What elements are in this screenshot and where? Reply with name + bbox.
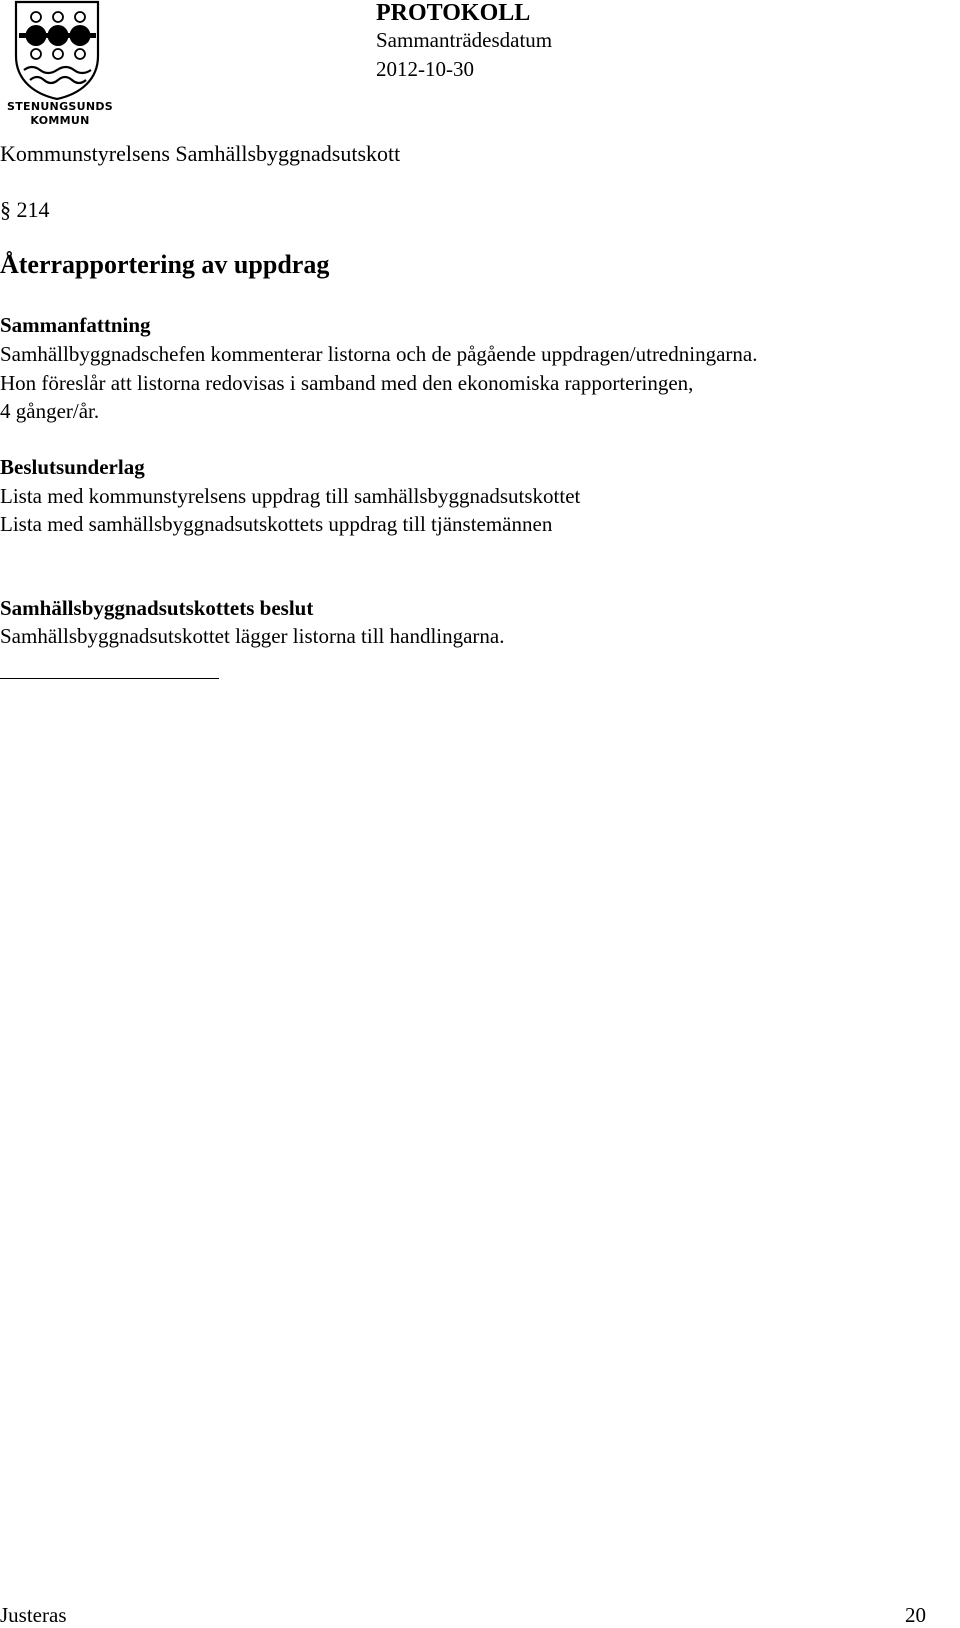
summary-line-1: Samhällbyggnadschefen kommenterar listorna och de pågående uppdragen/utredningarna. [0,342,758,366]
summary-line-3: 4 gånger/år. [0,399,100,423]
decision-basis-heading: Beslutsunderlag [0,455,145,479]
document-type: PROTOKOLL [376,0,531,26]
committee-name: Kommunstyrelsens Samhällsbyggnadsutskott [0,141,401,166]
paragraph-number: § 214 [0,197,50,222]
section-end-rule [0,678,219,679]
page-title: Återrapportering av uppdrag [0,250,330,279]
meeting-date-value: 2012-10-30 [376,57,474,81]
footer-justeras: Justeras [0,1603,67,1627]
decision-heading: Samhällsbyggnadsutskottets beslut [0,596,314,620]
summary-line-2: Hon föreslår att listorna redovisas i samband med den ekonomiska rapporteringen, [0,371,694,395]
decision-basis-line-2: Lista med samhällsbyggnadsutskottets uppdrag till tjänstemännen [0,512,553,536]
summary-heading: Sammanfattning [0,313,151,337]
logo-text-line2: KOMMUN [30,114,90,127]
logo-text-line1: STENUNGSUNDS [6,100,114,113]
meeting-date-label: Sammanträdesdatum [376,28,553,52]
stenungsund-coat-of-arms-icon [2,0,120,100]
decision-line-1: Samhällsbyggnadsutskottet lägger listorna till handlingarna. [0,624,505,648]
decision-basis-line-1: Lista med kommunstyrelsens uppdrag till samhällsbyggnadsutskottet [0,484,581,508]
footer-page-number: 20 [905,1603,926,1627]
